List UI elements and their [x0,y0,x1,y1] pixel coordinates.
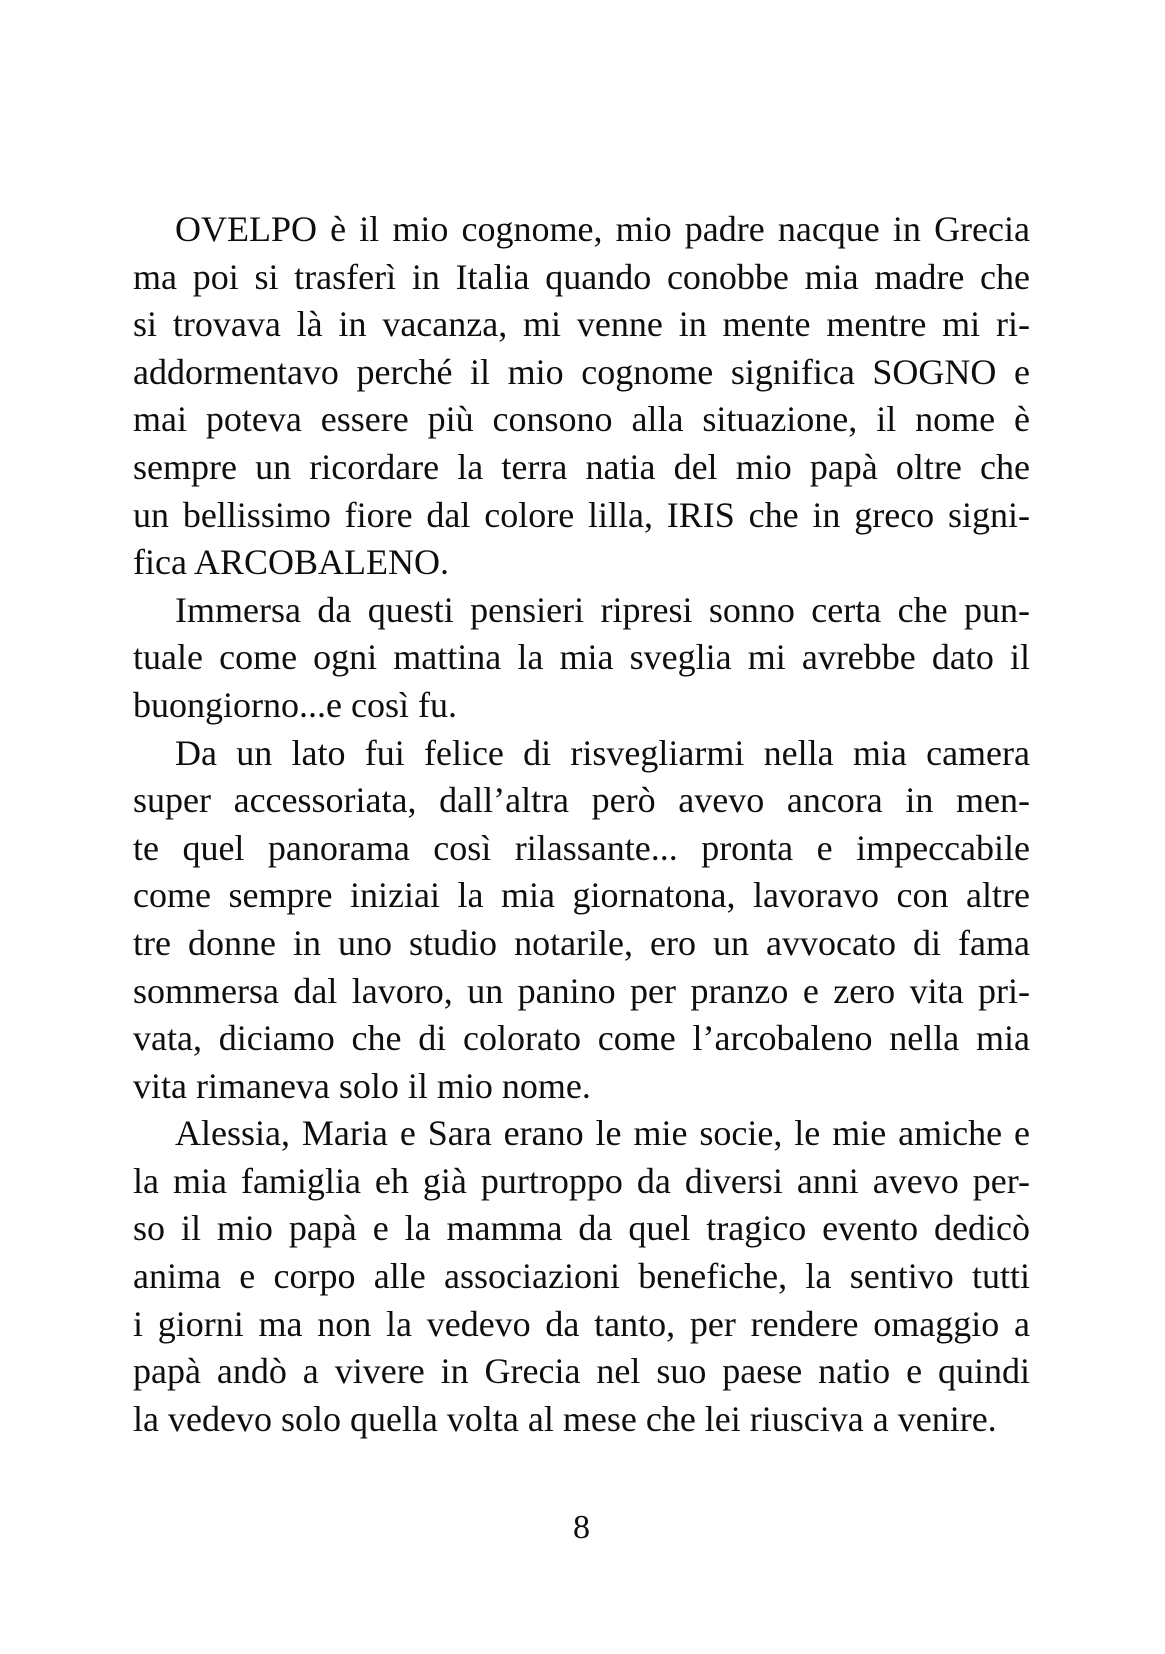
text-line: buongiorno...e così fu. [133,684,457,725]
page-number: 8 [573,1509,590,1546]
text-line: vita rimaneva solo il mio nome. [133,1065,591,1106]
text-line: sempre un ricordare la terra natia del mio papà oltre che [133,446,1030,487]
text-line: la mia famiglia eh già purtroppo da diversi anni avevo per- [133,1160,1030,1201]
text-line: i giorni ma non la vedevo da tanto, per rendere omaggio a [133,1303,1030,1344]
paragraph [133,1110,1030,1443]
text-line: la vedevo solo quella volta al mese che lei riusciva a venire. [133,1398,997,1439]
text-line: vata, diciamo che di colorato come l’arcobaleno nella mia [133,1018,1030,1059]
text-line: sommersa dal lavoro, un panino per pranzo e zero vita pri- [133,970,1030,1011]
paragraph [133,587,1030,730]
text-line: addormentavo perché il mio cognome significa SOGNO e [133,351,1030,392]
paragraph [133,730,1030,1111]
text-line: ma poi si trasferì in Italia quando conobbe mia madre che [133,256,1030,297]
text-line: papà andò a vivere in Grecia nel suo paese natio e quindi [133,1351,1030,1392]
text-line: tuale come ogni mattina la mia sveglia mi avrebbe dato il [133,637,1030,678]
text-line: Da un lato fui felice di risvegliarmi nella mia camera [175,732,1030,773]
text-line: tre donne in uno studio notarile, ero un avvocato di fama [133,922,1030,963]
text-line: te quel panorama così rilassante... pronta e impeccabile [133,827,1030,868]
text-line: Immersa da questi pensieri ripresi sonno certa che pun- [175,589,1030,630]
body-text [133,206,1030,1443]
text-line: un bellissimo fiore dal colore lilla, IRIS che in greco signi- [133,494,1030,535]
text-line: si trovava là in vacanza, mi venne in mente mentre mi ri- [133,304,1030,345]
text-line: come sempre iniziai la mia giornatona, lavoravo con altre [133,875,1030,916]
text-line: Alessia, Maria e Sara erano le mie socie, le mie amiche e [175,1113,1030,1154]
text-line: super accessoriata, dall’altra però avevo ancora in men- [133,780,1030,821]
text-line: fica ARCOBALENO. [133,542,449,583]
paragraph [133,206,1030,587]
text-line: OVELPO è il mio cognome, mio padre nacque in Grecia [175,209,1030,249]
text-line: so il mio papà e la mamma da quel tragico evento dedicò [133,1208,1030,1249]
text-line: mai poteva essere più consono alla situazione, il nome è [133,399,1030,440]
text-line: anima e corpo alle associazioni benefiche, la sentivo tutti [133,1256,1030,1297]
